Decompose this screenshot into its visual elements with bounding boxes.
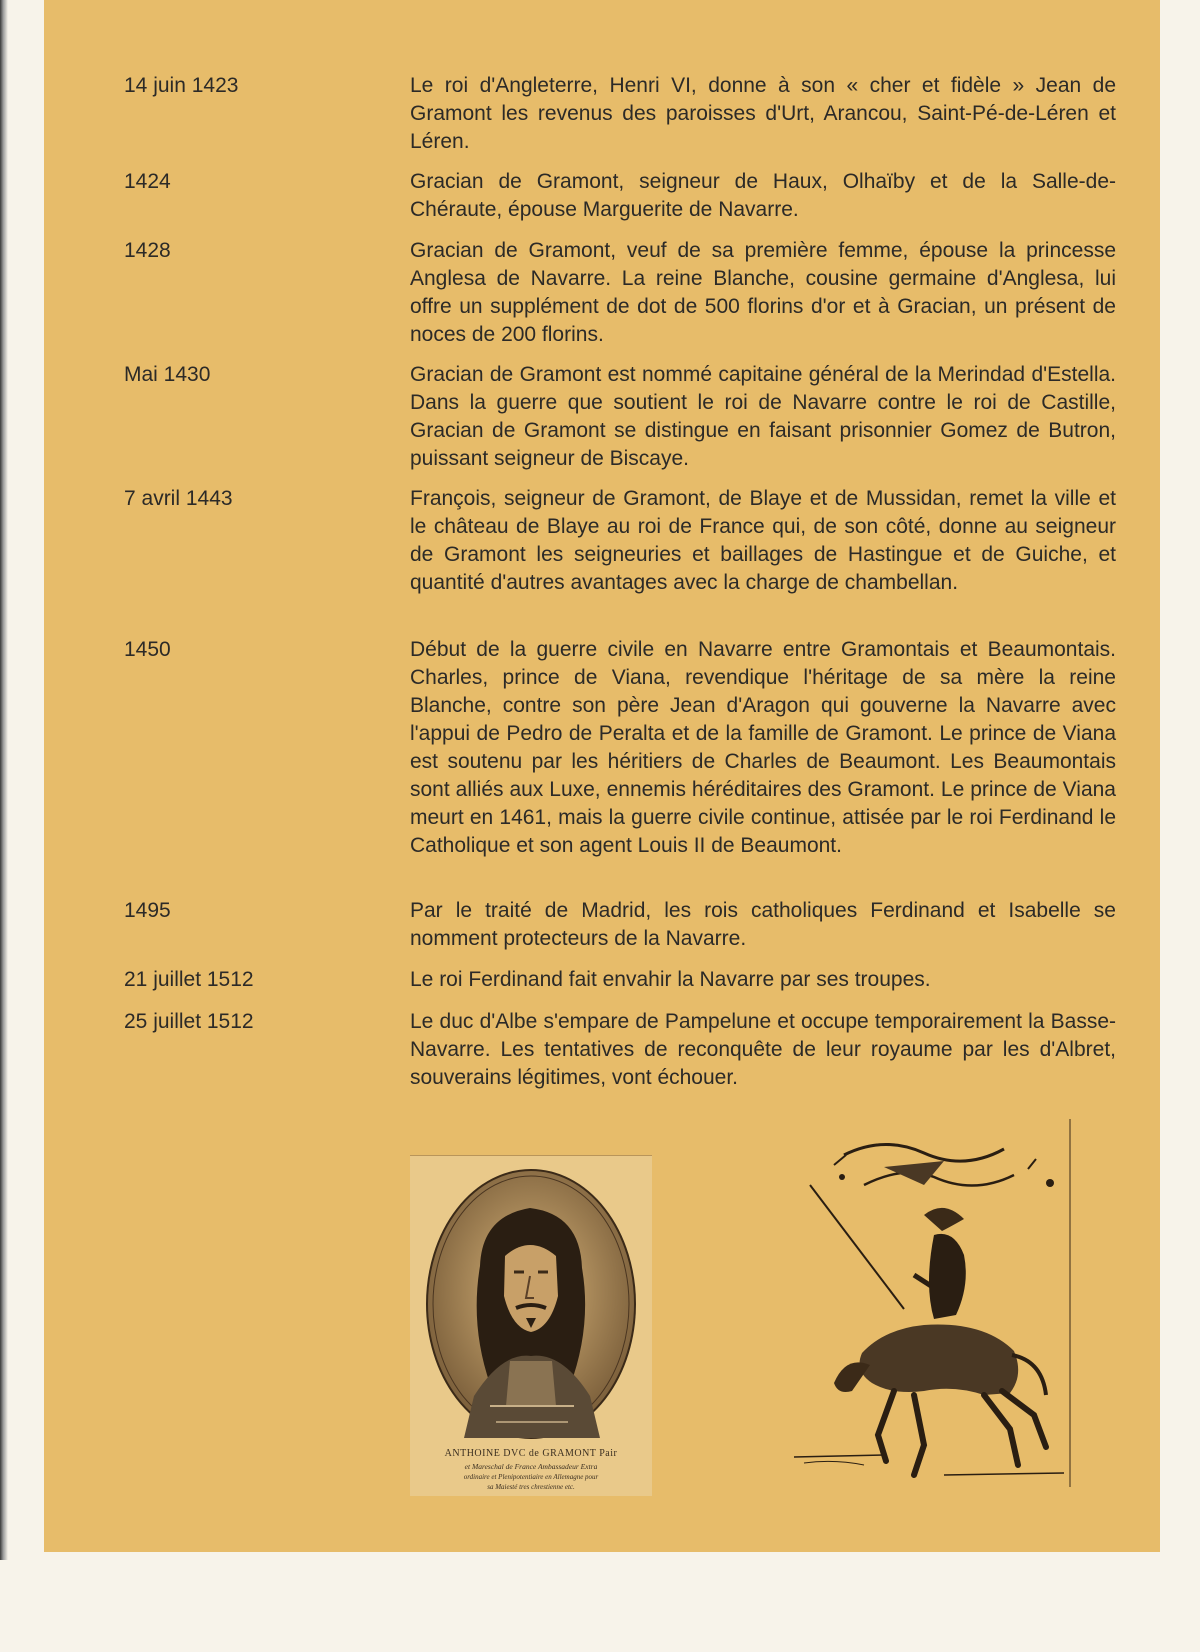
entry-date: 1424	[124, 170, 171, 193]
entry-date: 14 juin 1423	[124, 74, 239, 97]
caption-line: ordinaire et Plenipotentiaire en Allemagne pour	[463, 1473, 599, 1481]
portrait-engraving	[410, 1155, 652, 1496]
portrait-caption	[445, 1448, 618, 1491]
entry-date: Mai 1430	[124, 363, 211, 386]
entry-date: 1428	[124, 239, 171, 262]
entry-text: Gracian de Gramont est nommé capitaine général de la Merindad d'Estella. Dans la guerre que soutient le roi de Navarre contre le roi de Castille, Gracian de Gramont se distingue en faisant prisonnier Gomez de Butron, puissant seigneur de Biscaye.	[410, 363, 1116, 470]
entry-text: Le duc d'Albe s'empare de Pampelune et occupe temporairement la Basse-Navarre. Les tentatives de reconquête de leur royaume par les d'Albret, souverains légitimes, vont échouer.	[410, 1010, 1116, 1089]
entry-date: 1495	[124, 899, 171, 922]
entry-date: 1450	[124, 638, 171, 661]
entry-text: Le roi Ferdinand fait envahir la Navarre par ses troupes.	[410, 968, 931, 991]
entry-text: Gracian de Gramont, veuf de sa première femme, épouse la princesse Anglesa de Navarre. La reine Blanche, cousine germaine d'Anglesa, lui offre un supplément de dot de 500 florins d'or et à Gracian, un présent de noces de 200 florins.	[410, 239, 1116, 346]
caption-line: sa Maiesté tres chrestienne etc.	[487, 1483, 575, 1491]
entry-text: Gracian de Gramont, seigneur de Haux, Olhaïby et de la Salle-de-Chéraute, épouse Marguerite de Navarre.	[410, 170, 1116, 221]
rider-illustration	[774, 1115, 1074, 1495]
entry-text: François, seigneur de Gramont, de Blaye et de Mussidan, remet la ville et le château de Blaye au roi de France qui, de son côté, donne au seigneur de Gramont les seigneuries et baillages de Hastingue et de Guiche, et quantité d'autres avantages avec la charge de chambellan.	[410, 487, 1116, 594]
scan-edge-shadow	[0, 0, 8, 1560]
entry-text: Début de la guerre civile en Navarre entre Gramontais et Beaumontais. Charles, prince de Viana, revendique l'héritage de sa mère la reine Blanche, contre son père Jean d'Aragon qui gouverne la Navarre avec l'appui de Pedro de Peralta et de la famille de Gramont. Le prince de Viana est soutenu par les héritiers de Charles de Beaumont. Les Beaumontais sont alliés aux Luxe, ennemis héréditaires des Gramont. Le prince de Viana meurt en 1461, mais la guerre civile continue, attisée par le roi Ferdinand le Catholique et son agent Louis II de Beaumont.	[410, 638, 1116, 857]
entry-date: 7 avril 1443	[124, 487, 233, 510]
entry-date: 25 juillet 1512	[124, 1010, 254, 1033]
caption-line: et Mareschal de France Ambassadeur Extra	[464, 1462, 598, 1471]
caption-title: ANTHOINE DVC de GRAMONT Pair	[444, 1448, 618, 1459]
portrait-illustration	[410, 1156, 652, 1496]
entry-text: Par le traité de Madrid, les rois catholiques Ferdinand et Isabelle se nomment protecteurs de la Navarre.	[410, 899, 1116, 950]
equestrian-engraving	[774, 1115, 1074, 1495]
document-page	[44, 0, 1160, 1552]
entry-date: 21 juillet 1512	[124, 968, 254, 991]
entry-text: Le roi d'Angleterre, Henri VI, donne à son « cher et fidèle » Jean de Gramont les revenus des paroisses d'Urt, Arancou, Saint-Pé-de-Léren et Léren.	[410, 74, 1116, 153]
